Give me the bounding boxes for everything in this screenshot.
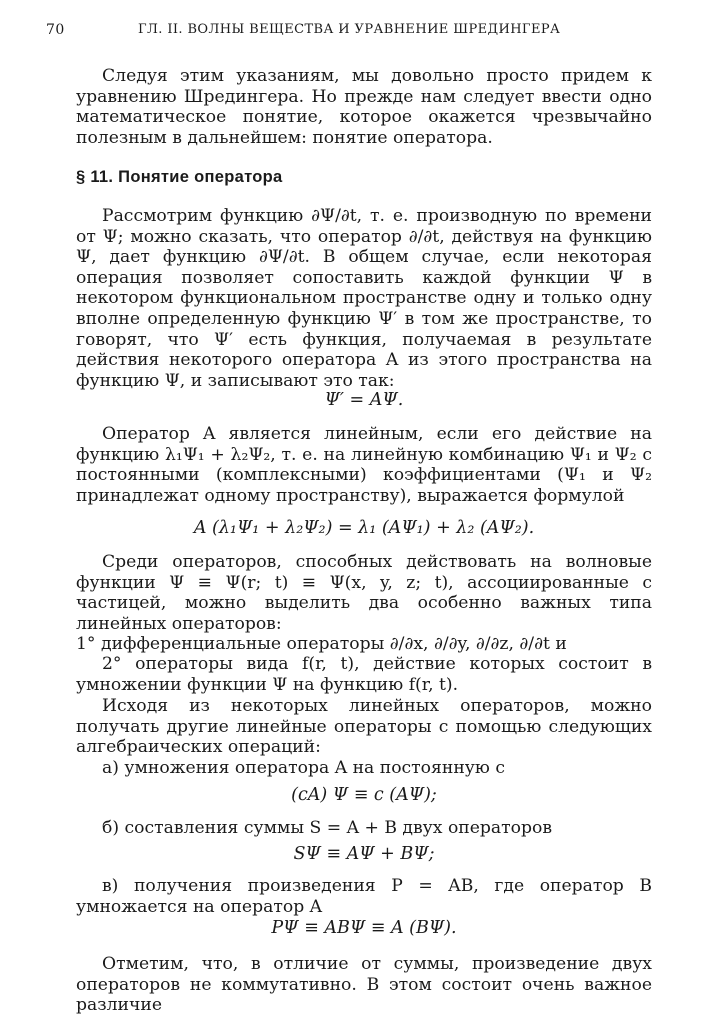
running-title: ГЛ. II. ВОЛНЫ ВЕЩЕСТВА И УРАВНЕНИЕ ШРЕДИНГЕРА xyxy=(138,22,561,37)
formula-3: (cA) Ψ ≡ c (AΨ); xyxy=(291,785,437,805)
paragraph-5: Отметим, что, в отличие от суммы, произведение двух операторов не коммутативно. В этом состоит очень важное различие xyxy=(76,954,652,1016)
operation-a-line xyxy=(76,758,652,779)
paragraph-3: Среди операторов, способных действовать на волновые функции Ψ ≡ Ψ(r; t) ≡ Ψ(x, y, z; t), ассоциированные с частицей, можно выделить два особенно важных типа линейных операторов: xyxy=(76,552,652,634)
list-item-1: 1° дифференциальные операторы ∂/∂x, ∂/∂y, ∂/∂z, ∂/∂t и xyxy=(76,634,567,654)
formula-1: Ψ′ = AΨ. xyxy=(324,390,404,410)
paragraph-4: Исходя из некоторых линейных операторов, можно получать другие линейные операторы с помощью следующих алгебраических операций: xyxy=(76,696,652,758)
operation-b-line xyxy=(76,818,652,839)
operation-c-line xyxy=(76,876,652,917)
page-header xyxy=(40,22,660,44)
intro-paragraph: Следуя этим указаниям, мы довольно просто придем к уравнению Шредингера. Но прежде нам следует ввести одно математическое понятие, которое окажется чрезвычайно полезным в дальнейшем: понятие оператора. xyxy=(76,66,652,148)
list-item-2: 2° операторы вида f(r, t), действие которых состоит в умножении функции Ψ на функцию f(r, t). xyxy=(76,654,652,695)
operation-b: б) составления суммы S = A + B двух операторов xyxy=(102,818,553,838)
operation-c: в) получения произведения P = AB, где оператор B умножается на оператор A xyxy=(76,876,652,917)
paragraph-5-block xyxy=(76,954,652,1016)
paragraph-3-block xyxy=(76,552,652,634)
paragraph-1: Рассмотрим функцию ∂Ψ/∂t, т. е. производную по времени от Ψ; можно сказать, что оператор ∂/∂t, действуя на функцию Ψ, дает функцию ∂Ψ/∂t. В общем случае, если некоторая операция позволяет сопоставить каждой функции Ψ в некотором функциональном пространстве одну и только одну вполне определенную функцию Ψ′ в том же пространстве, то говорят, что Ψ′ есть функция, получаемая в результате действия некоторого оператора A из этого пространства на функцию Ψ, и записывают это так: xyxy=(76,206,652,391)
page-number: 70 xyxy=(46,22,65,38)
formula-5: PΨ ≡ ABΨ ≡ A (BΨ). xyxy=(271,918,457,938)
paragraph-2: Оператор A является линейным, если его действие на функцию λ₁Ψ₁ + λ₂Ψ₂, т. е. на линейную комбинацию Ψ₁ и Ψ₂ с постоянными (комплексными) коэффициентами (Ψ₁ и Ψ₂ принадлежат одному пространству), выражается формулой xyxy=(76,424,652,506)
formula-4: SΨ ≡ AΨ + BΨ; xyxy=(293,844,435,864)
section-heading: § 11. Понятие оператора xyxy=(76,168,283,186)
paragraph-1-block xyxy=(76,206,652,391)
operation-a: а) умножения оператора A на постоянную c xyxy=(102,758,505,778)
paragraph-4-block xyxy=(76,696,652,758)
formula-2: A (λ₁Ψ₁ + λ₂Ψ₂) = λ₁ (AΨ₁) + λ₂ (AΨ₂). xyxy=(193,518,535,538)
paragraph-2-block xyxy=(76,424,652,506)
intro-paragraph-block xyxy=(76,66,652,148)
list-item-2-block xyxy=(76,654,652,695)
